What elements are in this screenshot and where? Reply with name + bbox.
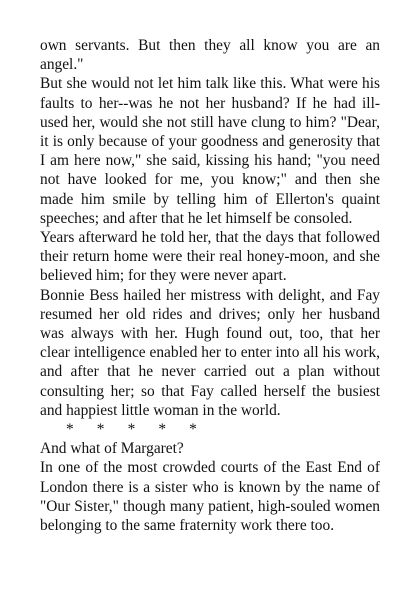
- book-page: [40, 36, 380, 535]
- paragraph-5: And what of Margaret?: [40, 440, 184, 458]
- section-separator: * * * * *: [66, 421, 197, 439]
- paragraph-1: own servants. But then they all know you are an angel.": [40, 37, 380, 74]
- paragraph-3: Years afterward he told her, that the days that followed their return home were their real honey-moon, and she believed him; for they were never apart.: [40, 229, 380, 285]
- paragraph-2: But she would not let him talk like this. What were his faults to her--was he not her husband? If he had ill-used her, would she not still have clung to him? "Dear, it is only because of your goodness and generosity that I am here now," she said, kissing his hand; "you need not have looked for me, you know;" and then she made him smile by telling him of Ellerton's quaint speeches; and after that he let himself be consoled.: [40, 75, 380, 227]
- paragraph-6: In one of the most crowded courts of the East End of London there is a sister who is known by the name of "Our Sister," though many patient, high-souled women belonging to the same fraternity work there too.: [40, 459, 380, 535]
- paragraph-4: Bonnie Bess hailed her mistress with delight, and Fay resumed her old rides and drives; only her husband was always with her. Hugh found out, too, that her clear intelligence enabled her to enter into all his work, and after that he never carried out a plan without consulting her; so that Fay called herself the busiest and happiest little woman in the world.: [40, 286, 380, 419]
